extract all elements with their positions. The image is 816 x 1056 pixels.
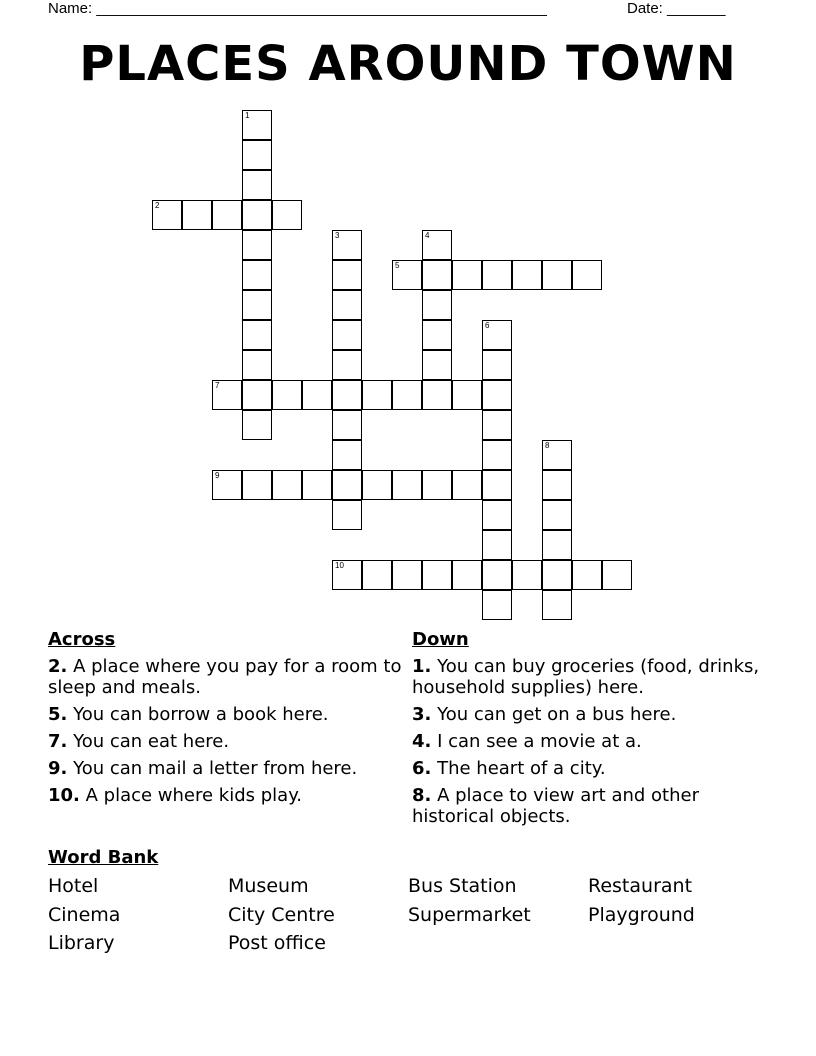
grid-cell bbox=[422, 470, 452, 500]
grid-cell bbox=[482, 320, 512, 350]
grid-cell bbox=[422, 260, 452, 290]
clue-text: A place where kids play. bbox=[79, 785, 303, 806]
word-bank-item: Post office bbox=[228, 932, 326, 954]
clue-number-label: 10 bbox=[335, 561, 344, 570]
grid-cell bbox=[182, 200, 212, 230]
clue-number: 5. bbox=[48, 704, 68, 725]
clue-text: You can mail a letter from here. bbox=[67, 758, 358, 779]
grid-cell bbox=[542, 470, 572, 500]
grid-cell bbox=[482, 560, 512, 590]
grid-cell bbox=[542, 440, 572, 470]
grid-cell bbox=[422, 230, 452, 260]
clue-number-label: 8 bbox=[545, 441, 550, 450]
word-bank-item: Cinema bbox=[48, 904, 121, 926]
grid-cell bbox=[482, 530, 512, 560]
grid-cell bbox=[332, 320, 362, 350]
grid-cell bbox=[362, 560, 392, 590]
grid-cell bbox=[272, 470, 302, 500]
grid-cell bbox=[332, 440, 362, 470]
page-title: PLACES AROUND TOWN bbox=[79, 36, 737, 92]
grid-cell bbox=[332, 290, 362, 320]
grid-cell bbox=[242, 470, 272, 500]
grid-cell bbox=[332, 380, 362, 410]
clue-number: 10. bbox=[48, 785, 80, 806]
grid-cell bbox=[422, 350, 452, 380]
grid-cell bbox=[242, 320, 272, 350]
clue-number: 3. bbox=[412, 704, 432, 725]
word-bank-item: Bus Station bbox=[408, 875, 517, 897]
grid-cell bbox=[332, 260, 362, 290]
grid-cell bbox=[392, 470, 422, 500]
grid-cell bbox=[542, 560, 572, 590]
grid-cell bbox=[482, 260, 512, 290]
word-bank-item: Hotel bbox=[48, 875, 99, 897]
grid-cell bbox=[362, 470, 392, 500]
word-bank-item: Museum bbox=[228, 875, 309, 897]
grid-cell bbox=[422, 320, 452, 350]
grid-cell bbox=[482, 440, 512, 470]
name-line: Name: ______________________________________________________ bbox=[48, 0, 547, 17]
grid-cell bbox=[242, 200, 272, 230]
grid-cell bbox=[362, 380, 392, 410]
grid-cell bbox=[242, 290, 272, 320]
grid-cell bbox=[422, 560, 452, 590]
word-bank-item: Supermarket bbox=[408, 904, 531, 926]
clue-text: The heart of a city. bbox=[431, 758, 606, 779]
clue-text: I can see a movie at a. bbox=[431, 731, 642, 752]
grid-cell bbox=[152, 200, 182, 230]
word-bank-item: City Centre bbox=[228, 904, 335, 926]
clue-number: 2. bbox=[48, 656, 68, 677]
grid-cell bbox=[422, 380, 452, 410]
grid-cell bbox=[542, 500, 572, 530]
grid-cell bbox=[242, 350, 272, 380]
grid-cell bbox=[332, 500, 362, 530]
grid-cell bbox=[482, 500, 512, 530]
date-line: Date: _______ bbox=[627, 0, 726, 17]
clue-number-label: 5 bbox=[395, 261, 400, 270]
across-clue bbox=[48, 758, 408, 779]
grid-cell bbox=[392, 380, 422, 410]
grid-cell bbox=[332, 470, 362, 500]
clue-number-label: 1 bbox=[245, 111, 250, 120]
grid-cell bbox=[302, 470, 332, 500]
clue-number-label: 3 bbox=[335, 231, 340, 240]
grid-cell bbox=[332, 230, 362, 260]
word-bank-item: Library bbox=[48, 932, 115, 954]
grid-cell bbox=[302, 380, 332, 410]
across-clue bbox=[48, 656, 408, 698]
clue-text: A place where you pay for a room to sleep and meals. bbox=[48, 656, 402, 698]
grid-cell bbox=[542, 590, 572, 620]
grid-cell bbox=[452, 260, 482, 290]
grid-cell bbox=[452, 560, 482, 590]
clue-text: You can get on a bus here. bbox=[431, 704, 677, 725]
grid-cell bbox=[242, 230, 272, 260]
clue-text: You can buy groceries (food, drinks, household supplies) here. bbox=[412, 656, 760, 698]
clue-number-label: 9 bbox=[215, 471, 220, 480]
across-clue bbox=[48, 704, 408, 725]
grid-cell bbox=[542, 260, 572, 290]
grid-cell bbox=[332, 410, 362, 440]
down-clue bbox=[412, 785, 772, 827]
clue-number-label: 2 bbox=[155, 201, 160, 210]
clue-text: A place to view art and other historical objects. bbox=[412, 785, 699, 827]
grid-cell bbox=[392, 560, 422, 590]
down-heading: Down bbox=[412, 629, 469, 650]
grid-cell bbox=[482, 410, 512, 440]
grid-cell bbox=[482, 590, 512, 620]
grid-cell bbox=[212, 470, 242, 500]
clue-number: 9. bbox=[48, 758, 68, 779]
down-clue bbox=[412, 704, 772, 725]
across-clue bbox=[48, 731, 408, 752]
grid-cell bbox=[422, 290, 452, 320]
grid-cell bbox=[452, 380, 482, 410]
grid-cell bbox=[332, 350, 362, 380]
clue-number: 7. bbox=[48, 731, 68, 752]
clue-number: 4. bbox=[412, 731, 432, 752]
down-clues bbox=[412, 629, 772, 833]
down-clue bbox=[412, 656, 772, 698]
down-clue bbox=[412, 758, 772, 779]
grid-cell bbox=[242, 260, 272, 290]
word-bank-heading: Word Bank bbox=[48, 847, 159, 868]
across-clue bbox=[48, 785, 408, 806]
grid-cell bbox=[272, 200, 302, 230]
grid-cell bbox=[482, 380, 512, 410]
clue-number-label: 7 bbox=[215, 381, 220, 390]
grid-cell bbox=[242, 410, 272, 440]
word-bank-item: Playground bbox=[588, 904, 695, 926]
grid-cell bbox=[242, 140, 272, 170]
grid-cell bbox=[482, 350, 512, 380]
grid-cell bbox=[512, 260, 542, 290]
grid-cell bbox=[242, 380, 272, 410]
clue-number-label: 6 bbox=[485, 321, 490, 330]
grid-cell bbox=[572, 560, 602, 590]
grid-cell bbox=[212, 200, 242, 230]
clue-number: 8. bbox=[412, 785, 432, 806]
grid-cell bbox=[452, 470, 482, 500]
grid-cell bbox=[482, 470, 512, 500]
clue-number-label: 4 bbox=[425, 231, 430, 240]
grid-cell bbox=[572, 260, 602, 290]
grid-cell bbox=[272, 380, 302, 410]
grid-cell bbox=[242, 110, 272, 140]
down-clue bbox=[412, 731, 772, 752]
clue-number: 6. bbox=[412, 758, 432, 779]
grid-cell bbox=[242, 170, 272, 200]
across-heading: Across bbox=[48, 629, 116, 650]
clue-number: 1. bbox=[412, 656, 432, 677]
grid-cell bbox=[332, 560, 362, 590]
clue-text: You can borrow a book here. bbox=[67, 704, 329, 725]
grid-cell bbox=[602, 560, 632, 590]
word-bank-item: Restaurant bbox=[588, 875, 693, 897]
grid-cell bbox=[542, 530, 572, 560]
across-clues bbox=[48, 629, 408, 812]
grid-cell bbox=[512, 560, 542, 590]
grid-cell bbox=[392, 260, 422, 290]
clue-text: You can eat here. bbox=[67, 731, 230, 752]
grid-cell bbox=[212, 380, 242, 410]
